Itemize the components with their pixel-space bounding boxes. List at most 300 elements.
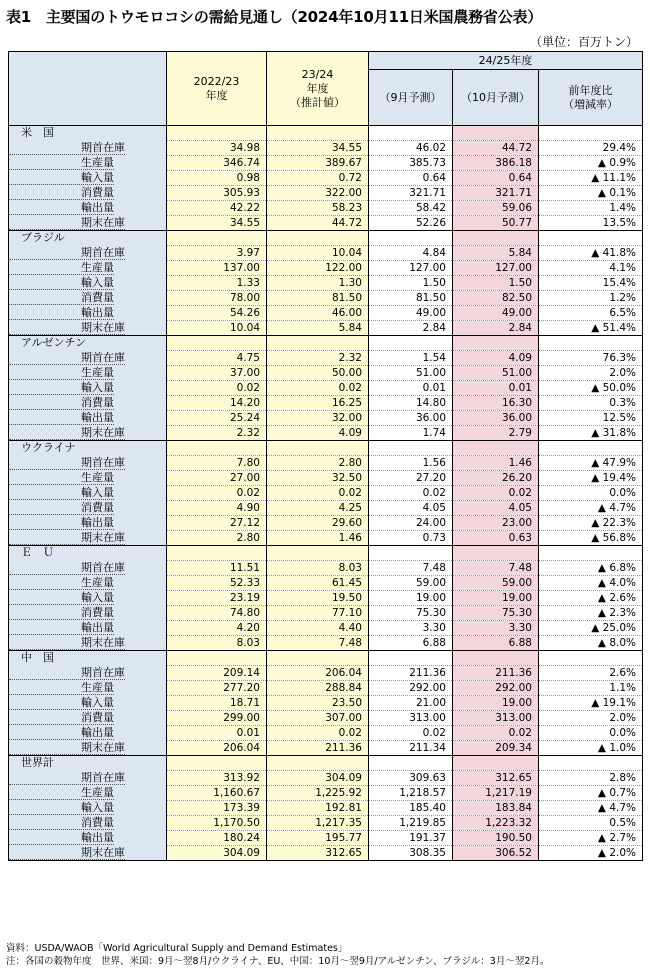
item-label: 生産量 [9, 156, 114, 170]
value-cell: 2.0% [539, 366, 643, 381]
value-cell: 0.02 [453, 486, 539, 501]
item-label: 期末在庫 [9, 426, 125, 440]
country-header-row [9, 441, 643, 456]
empty-cell [167, 756, 267, 771]
value-cell: 1,218.57 [369, 786, 453, 801]
value-cell: 1.2% [539, 291, 643, 306]
value-cell: 292.00 [369, 681, 453, 696]
empty-cell [539, 651, 643, 666]
empty-cell [539, 126, 643, 141]
empty-cell [167, 126, 267, 141]
value-cell: 2.84 [453, 321, 539, 336]
value-cell: 313.00 [453, 711, 539, 726]
country-header-row [9, 651, 643, 666]
item-label-cell [9, 321, 167, 336]
table-row [9, 696, 643, 711]
table-row [9, 771, 643, 786]
table-row [9, 561, 643, 576]
item-label-cell [9, 471, 167, 486]
value-cell: 19.00 [369, 591, 453, 606]
item-label: 消費量 [9, 501, 114, 515]
value-cell: 1.50 [369, 276, 453, 291]
item-label-cell [9, 681, 167, 696]
value-cell: 306.52 [453, 846, 539, 861]
item-label: 期首在庫 [9, 141, 125, 155]
value-cell: 185.40 [369, 801, 453, 816]
value-cell: 211.36 [369, 666, 453, 681]
item-label: 輸入量 [9, 696, 114, 710]
value-cell: 44.72 [267, 216, 369, 231]
value-cell: 4.09 [453, 351, 539, 366]
value-cell: 191.37 [369, 831, 453, 846]
value-cell: 49.00 [453, 306, 539, 321]
item-label: 期末在庫 [9, 321, 125, 335]
value-cell: 52.26 [369, 216, 453, 231]
empty-cell [539, 231, 643, 246]
value-cell: 192.81 [267, 801, 369, 816]
value-cell: 4.40 [267, 621, 369, 636]
value-cell: 25.24 [167, 411, 267, 426]
item-label: 消費量 [9, 711, 114, 725]
empty-cell [267, 336, 369, 351]
value-cell: 0.0% [539, 486, 643, 501]
table-row [9, 366, 643, 381]
value-cell: 23.50 [267, 696, 369, 711]
value-cell: 74.80 [167, 606, 267, 621]
value-cell: 385.73 [369, 156, 453, 171]
table-row [9, 816, 643, 831]
table-row [9, 576, 643, 591]
empty-cell [453, 546, 539, 561]
item-label: 輸出量 [9, 726, 114, 740]
item-label: 輸入量 [9, 381, 114, 395]
value-cell: 21.00 [369, 696, 453, 711]
value-cell: ▲ 31.8% [539, 426, 643, 441]
value-cell: 58.23 [267, 201, 369, 216]
value-cell: 59.00 [369, 576, 453, 591]
supply-demand-table [8, 51, 643, 861]
value-cell: 29.60 [267, 516, 369, 531]
item-label: 生産量 [9, 681, 114, 695]
item-label: 消費量 [9, 186, 114, 200]
table-row [9, 411, 643, 426]
value-cell: 8.03 [267, 561, 369, 576]
value-cell: 23.19 [167, 591, 267, 606]
value-cell: 127.00 [369, 261, 453, 276]
table-row [9, 846, 643, 861]
item-label-cell [9, 801, 167, 816]
value-cell: 0.02 [369, 726, 453, 741]
item-label-cell [9, 831, 167, 846]
item-label: 期首在庫 [9, 351, 125, 365]
item-label: 輸出量 [9, 516, 114, 530]
item-label: 生産量 [9, 471, 114, 485]
empty-cell [267, 546, 369, 561]
empty-cell [167, 546, 267, 561]
value-cell: 1,160.67 [167, 786, 267, 801]
empty-cell [267, 651, 369, 666]
country-name: Ｅ Ｕ [21, 546, 54, 560]
item-label-cell [9, 246, 167, 261]
value-cell: 299.00 [167, 711, 267, 726]
empty-cell [539, 756, 643, 771]
value-cell: 1.33 [167, 276, 267, 291]
table-row [9, 711, 643, 726]
item-label-cell [9, 591, 167, 606]
value-cell: 32.00 [267, 411, 369, 426]
value-cell: 0.0% [539, 726, 643, 741]
empty-cell [167, 441, 267, 456]
item-label-cell [9, 741, 167, 756]
value-cell: 0.02 [453, 726, 539, 741]
empty-cell [453, 231, 539, 246]
empty-cell [369, 336, 453, 351]
table-row [9, 246, 643, 261]
value-cell: 8.03 [167, 636, 267, 651]
empty-cell [369, 546, 453, 561]
header-2022-23: 2022/23 年度 [167, 52, 267, 126]
value-cell: 305.93 [167, 186, 267, 201]
value-cell: 50.00 [267, 366, 369, 381]
value-cell: 122.00 [267, 261, 369, 276]
empty-cell [369, 651, 453, 666]
value-cell: 1.1% [539, 681, 643, 696]
table-row [9, 486, 643, 501]
value-cell: 15.4% [539, 276, 643, 291]
value-cell: 36.00 [369, 411, 453, 426]
value-cell: ▲ 11.1% [539, 171, 643, 186]
item-label-cell [9, 606, 167, 621]
value-cell: 1.46 [453, 456, 539, 471]
value-cell: 0.01 [167, 726, 267, 741]
item-label: 輸出量 [9, 411, 114, 425]
item-label-cell [9, 216, 167, 231]
value-cell: 1.74 [369, 426, 453, 441]
table-row [9, 156, 643, 171]
footnotes [6, 942, 549, 968]
value-cell: ▲ 19.4% [539, 471, 643, 486]
empty-cell [267, 231, 369, 246]
item-label-cell [9, 411, 167, 426]
value-cell: ▲ 0.9% [539, 156, 643, 171]
value-cell: ▲ 0.7% [539, 786, 643, 801]
value-cell: 2.80 [167, 531, 267, 546]
value-cell: 0.64 [453, 171, 539, 186]
table-row [9, 726, 643, 741]
value-cell: 211.34 [369, 741, 453, 756]
value-cell: 78.00 [167, 291, 267, 306]
value-cell: 46.00 [267, 306, 369, 321]
empty-cell [539, 546, 643, 561]
value-cell: 19.50 [267, 591, 369, 606]
item-label: 消費量 [9, 606, 114, 620]
value-cell: 0.02 [267, 486, 369, 501]
value-cell: 4.20 [167, 621, 267, 636]
item-label: 輸出量 [9, 831, 114, 845]
value-cell: 292.00 [453, 681, 539, 696]
value-cell: ▲ 4.0% [539, 576, 643, 591]
table-row [9, 606, 643, 621]
table-row [9, 291, 643, 306]
table-row [9, 306, 643, 321]
table-row [9, 381, 643, 396]
value-cell: 16.30 [453, 396, 539, 411]
item-label-cell [9, 366, 167, 381]
value-cell: 27.12 [167, 516, 267, 531]
value-cell: 50.77 [453, 216, 539, 231]
value-cell: 32.50 [267, 471, 369, 486]
value-cell: 127.00 [453, 261, 539, 276]
empty-cell [453, 651, 539, 666]
value-cell: ▲ 56.8% [539, 531, 643, 546]
table-row [9, 666, 643, 681]
table-row [9, 591, 643, 606]
value-cell: 211.36 [267, 741, 369, 756]
value-cell: 304.09 [167, 846, 267, 861]
value-cell: 54.26 [167, 306, 267, 321]
table-body [9, 126, 643, 861]
item-label: 期首在庫 [9, 561, 125, 575]
table-row [9, 831, 643, 846]
value-cell: 1,217.19 [453, 786, 539, 801]
value-cell: 1.4% [539, 201, 643, 216]
value-cell: 3.97 [167, 246, 267, 261]
value-cell: 14.80 [369, 396, 453, 411]
value-cell: 0.98 [167, 171, 267, 186]
item-label-cell [9, 261, 167, 276]
value-cell: 7.48 [267, 636, 369, 651]
item-label: 消費量 [9, 291, 114, 305]
value-cell: 1.50 [453, 276, 539, 291]
value-cell: ▲ 50.0% [539, 381, 643, 396]
value-cell: 2.0% [539, 711, 643, 726]
empty-cell [267, 441, 369, 456]
value-cell: ▲ 25.0% [539, 621, 643, 636]
value-cell: 34.55 [167, 216, 267, 231]
table-row [9, 516, 643, 531]
source-note: 資料：USDA/WAOB「World Agricultural Supply and Demand Estimates」 [6, 943, 348, 954]
value-cell: 0.63 [453, 531, 539, 546]
value-cell: 7.48 [453, 561, 539, 576]
value-cell: ▲ 4.7% [539, 801, 643, 816]
value-cell: 81.50 [369, 291, 453, 306]
item-label: 期末在庫 [9, 216, 125, 230]
value-cell: 209.34 [453, 741, 539, 756]
value-cell: 0.72 [267, 171, 369, 186]
empty-cell [167, 231, 267, 246]
empty-cell [369, 441, 453, 456]
table-row [9, 276, 643, 291]
item-label-cell [9, 396, 167, 411]
item-label-cell [9, 786, 167, 801]
empty-cell [453, 336, 539, 351]
value-cell: 3.30 [453, 621, 539, 636]
value-cell: ▲ 8.0% [539, 636, 643, 651]
value-cell: 49.00 [369, 306, 453, 321]
table-row [9, 531, 643, 546]
item-label: 期首在庫 [9, 666, 125, 680]
value-cell: 12.5% [539, 411, 643, 426]
empty-cell [539, 441, 643, 456]
season-note: 注：各国の穀物年度 世界、米国：9月～翌8月/ウクライナ、EU、中国：10月～翌9月/アルゼンチン、ブラジル：3月～翌2月。 [6, 956, 550, 967]
value-cell: 51.00 [453, 366, 539, 381]
empty-cell [267, 126, 369, 141]
value-cell: 58.42 [369, 201, 453, 216]
value-cell: 4.75 [167, 351, 267, 366]
value-cell: 321.71 [369, 186, 453, 201]
value-cell: 13.5% [539, 216, 643, 231]
value-cell: 27.00 [167, 471, 267, 486]
value-cell: 26.20 [453, 471, 539, 486]
value-cell: 2.84 [369, 321, 453, 336]
item-label-cell [9, 201, 167, 216]
value-cell: 1,219.85 [369, 816, 453, 831]
empty-cell [369, 126, 453, 141]
empty-cell [453, 756, 539, 771]
value-cell: 0.02 [369, 486, 453, 501]
item-label: 輸入量 [9, 591, 114, 605]
value-cell: 4.90 [167, 501, 267, 516]
value-cell: 37.00 [167, 366, 267, 381]
value-cell: 1,170.50 [167, 816, 267, 831]
value-cell: 5.84 [267, 321, 369, 336]
value-cell: 59.00 [453, 576, 539, 591]
value-cell: 173.39 [167, 801, 267, 816]
value-cell: 75.30 [453, 606, 539, 621]
country-name: アルゼンチン [21, 336, 87, 350]
table-row [9, 261, 643, 276]
country-name-cell [9, 651, 167, 666]
table-row [9, 636, 643, 651]
country-name-cell [9, 441, 167, 456]
item-label-cell [9, 711, 167, 726]
table-row [9, 141, 643, 156]
item-label-cell [9, 141, 167, 156]
country-name: 米 国 [21, 126, 54, 140]
item-label: 期末在庫 [9, 741, 125, 755]
item-label-cell [9, 846, 167, 861]
value-cell: 6.88 [453, 636, 539, 651]
value-cell: 46.02 [369, 141, 453, 156]
table-row [9, 681, 643, 696]
value-cell: ▲ 2.6% [539, 591, 643, 606]
item-label: 期末在庫 [9, 531, 125, 545]
value-cell: 308.35 [369, 846, 453, 861]
value-cell: 36.00 [453, 411, 539, 426]
empty-cell [167, 651, 267, 666]
item-label-cell [9, 561, 167, 576]
value-cell: 2.80 [267, 456, 369, 471]
item-label: 輸入量 [9, 486, 114, 500]
value-cell: 2.32 [167, 426, 267, 441]
value-cell: 0.5% [539, 816, 643, 831]
value-cell: 0.02 [267, 381, 369, 396]
item-label-cell [9, 171, 167, 186]
item-label-cell [9, 276, 167, 291]
item-label: 消費量 [9, 816, 114, 830]
item-label: 生産量 [9, 261, 114, 275]
value-cell: 3.30 [369, 621, 453, 636]
table-row [9, 621, 643, 636]
table-row [9, 741, 643, 756]
table-row [9, 786, 643, 801]
country-name: ウクライナ [21, 441, 76, 455]
header-24-25: 24/25年度 [369, 52, 643, 70]
table-row [9, 501, 643, 516]
item-label-cell [9, 426, 167, 441]
value-cell: 307.00 [267, 711, 369, 726]
value-cell: ▲ 6.8% [539, 561, 643, 576]
value-cell: ▲ 47.9% [539, 456, 643, 471]
country-name: 中 国 [21, 651, 54, 665]
value-cell: 6.88 [369, 636, 453, 651]
value-cell: 288.84 [267, 681, 369, 696]
item-label: 期首在庫 [9, 771, 125, 785]
country-header-row [9, 336, 643, 351]
value-cell: 313.00 [369, 711, 453, 726]
value-cell: 386.18 [453, 156, 539, 171]
header-corner [9, 52, 167, 126]
value-cell: ▲ 1.0% [539, 741, 643, 756]
item-label: 生産量 [9, 786, 114, 800]
value-cell: 7.48 [369, 561, 453, 576]
country-header-row [9, 546, 643, 561]
empty-cell [453, 126, 539, 141]
value-cell: 1,223.32 [453, 816, 539, 831]
value-cell: 0.02 [167, 486, 267, 501]
item-label-cell [9, 816, 167, 831]
table-row [9, 456, 643, 471]
country-name: 世界計 [21, 756, 54, 770]
empty-cell [453, 441, 539, 456]
value-cell: 59.06 [453, 201, 539, 216]
item-label-cell [9, 621, 167, 636]
country-header-row [9, 126, 643, 141]
item-label-cell [9, 306, 167, 321]
value-cell: 4.1% [539, 261, 643, 276]
country-header-row [9, 756, 643, 771]
header-23-24: 23/24 年度 （推計値） [267, 52, 369, 126]
table-row [9, 471, 643, 486]
country-name-cell [9, 336, 167, 351]
item-label-cell [9, 351, 167, 366]
item-label: 期首在庫 [9, 456, 125, 470]
value-cell: 81.50 [267, 291, 369, 306]
value-cell: 2.6% [539, 666, 643, 681]
value-cell: ▲ 4.7% [539, 501, 643, 516]
item-label-cell [9, 381, 167, 396]
item-label-cell [9, 696, 167, 711]
value-cell: 0.3% [539, 396, 643, 411]
item-label: 期首在庫 [9, 246, 125, 260]
value-cell: 19.00 [453, 591, 539, 606]
value-cell: 14.20 [167, 396, 267, 411]
country-name-cell [9, 231, 167, 246]
item-label-cell [9, 456, 167, 471]
value-cell: ▲ 19.1% [539, 696, 643, 711]
value-cell: 10.04 [167, 321, 267, 336]
table-row [9, 351, 643, 366]
item-label: 輸出量 [9, 201, 114, 215]
empty-cell [267, 756, 369, 771]
value-cell: 195.77 [267, 831, 369, 846]
item-label-cell [9, 186, 167, 201]
item-label: 生産量 [9, 576, 114, 590]
value-cell: 209.14 [167, 666, 267, 681]
value-cell: 23.00 [453, 516, 539, 531]
value-cell: 4.05 [453, 501, 539, 516]
value-cell: ▲ 2.3% [539, 606, 643, 621]
